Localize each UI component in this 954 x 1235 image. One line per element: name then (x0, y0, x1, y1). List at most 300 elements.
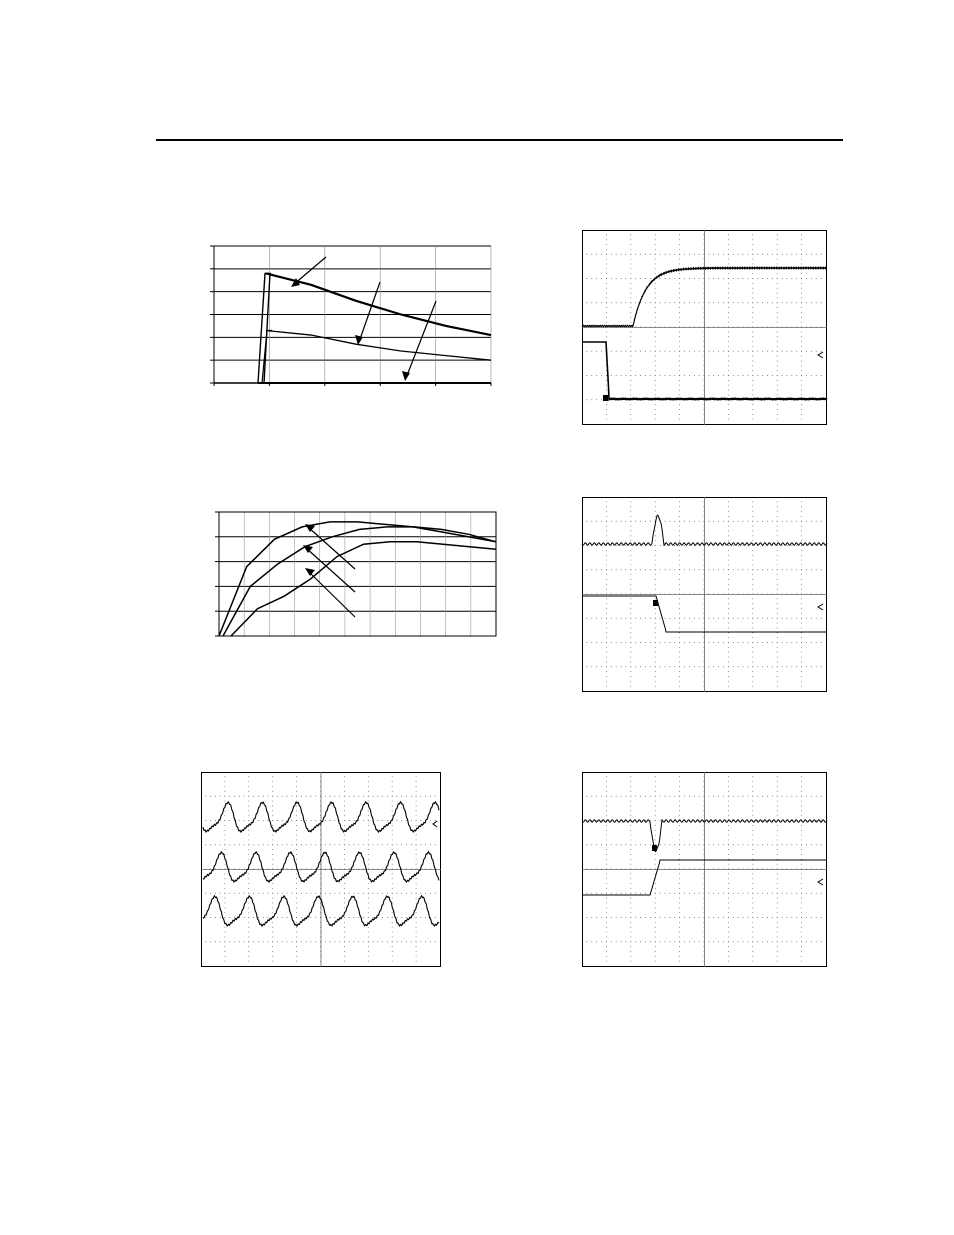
grid-dot (777, 801, 778, 802)
grid-dot (224, 825, 225, 826)
grid-dot (679, 273, 680, 274)
grid-dot (655, 545, 656, 546)
grid-dot (806, 844, 807, 845)
grid-dot (777, 903, 778, 904)
grid-dot (747, 941, 748, 942)
grid-dot (368, 776, 369, 777)
grid-dot (782, 642, 783, 643)
figure-decay-chart (200, 238, 500, 398)
grid-dot (253, 893, 254, 894)
grid-dot (777, 854, 778, 855)
grid-dot (606, 661, 607, 662)
grid-dot (272, 835, 273, 836)
grid-dot (591, 917, 592, 918)
grid-dot (782, 893, 783, 894)
grid-dot (752, 637, 753, 638)
grid-dot (263, 844, 264, 845)
grid-dot (772, 351, 773, 352)
grid-dot (757, 844, 758, 845)
grid-dot (630, 521, 631, 522)
grid-dot (606, 796, 607, 797)
grid-dot (358, 844, 359, 845)
grid-dot (777, 907, 778, 908)
grid-dot (630, 603, 631, 604)
grid-dot (430, 796, 431, 797)
grid-dot (606, 560, 607, 561)
grid-dot (728, 521, 729, 522)
grid-dot (310, 796, 311, 797)
annotation-arrow (359, 282, 380, 342)
grid-dot (728, 603, 729, 604)
grid-dot (382, 917, 383, 918)
grid-dot (344, 936, 345, 937)
grid-dot (679, 297, 680, 298)
grid-dot (392, 951, 393, 952)
grid-dot (777, 888, 778, 889)
grid-dot (777, 234, 778, 235)
grid-dot (801, 569, 802, 570)
grid-dot (728, 835, 729, 836)
grid-dot (752, 830, 753, 831)
grid-dot (801, 786, 802, 787)
grid-dot (291, 796, 292, 797)
annotation-arrows (291, 257, 436, 381)
chart-series (219, 522, 496, 636)
grid-dot (655, 951, 656, 952)
grid-dot (728, 671, 729, 672)
grid-dot (787, 796, 788, 797)
grid-dot (669, 569, 670, 570)
grid-dot (743, 917, 744, 918)
grid-dot (248, 859, 249, 860)
grid-dot (728, 961, 729, 962)
grid-dot (752, 647, 753, 648)
grid-dot (606, 864, 607, 865)
grid-dot (272, 844, 273, 845)
grid-dot (660, 796, 661, 797)
grid-dot (747, 302, 748, 303)
grid-dot (344, 893, 345, 894)
grid-dot (601, 254, 602, 255)
grid-dot (699, 618, 700, 619)
grid-dot (635, 545, 636, 546)
grid-dot (767, 642, 768, 643)
grid-dot (777, 380, 778, 381)
grid-dot (586, 642, 587, 643)
grid-dot (591, 375, 592, 376)
grid-dot (777, 589, 778, 590)
grid-dot (416, 927, 417, 928)
grid-dot (406, 844, 407, 845)
series-line (266, 273, 491, 335)
grid-dot (791, 796, 792, 797)
grid-dot (679, 312, 680, 313)
grid-dot (762, 844, 763, 845)
grid-dot (224, 903, 225, 904)
grid-dot (650, 618, 651, 619)
grid-dot (368, 791, 369, 792)
grid-dot (782, 302, 783, 303)
grid-dot (630, 932, 631, 933)
grid-dot (301, 941, 302, 942)
grid-dot (708, 917, 709, 918)
grid-dot (344, 922, 345, 923)
grid-dot (679, 825, 680, 826)
grid-dot (224, 830, 225, 831)
grid-dot (801, 419, 802, 420)
grid-dot (806, 941, 807, 942)
grid-dot (606, 526, 607, 527)
grid-dot (655, 618, 656, 619)
grid-dot (655, 652, 656, 653)
grid-dot (694, 302, 695, 303)
decay-chart-svg (200, 238, 500, 398)
grid-dot (416, 786, 417, 787)
figure-rise-chart (210, 505, 500, 645)
grid-dot (728, 341, 729, 342)
grid-dot (630, 569, 631, 570)
grid-dot (728, 613, 729, 614)
grid-dot (645, 893, 646, 894)
grid-dot (272, 859, 273, 860)
grid-dot (368, 917, 369, 918)
grid-dot (752, 380, 753, 381)
grid-dot (777, 642, 778, 643)
grid-dot (630, 268, 631, 269)
grid-dot (630, 244, 631, 245)
grid-dot (586, 399, 587, 400)
grid-dot (401, 893, 402, 894)
grid-dot (772, 893, 773, 894)
grid-dot (752, 351, 753, 352)
grid-dot (796, 642, 797, 643)
grid-dot (801, 681, 802, 682)
grid-dot (344, 951, 345, 952)
grid-dot (801, 801, 802, 802)
grid-dot (787, 375, 788, 376)
grid-dot (655, 666, 656, 667)
grid-dot (640, 893, 641, 894)
grid-dot (699, 278, 700, 279)
grid-dot (752, 531, 753, 532)
grid-dot (215, 893, 216, 894)
grid-dot (801, 404, 802, 405)
grid-dot (777, 239, 778, 240)
grid-dot (752, 312, 753, 313)
grid-dot (772, 796, 773, 797)
grid-dot (728, 278, 729, 279)
grid-dot (713, 666, 714, 667)
grid-dot (368, 859, 369, 860)
grid-dot (601, 375, 602, 376)
grid-dot (679, 791, 680, 792)
grid-dot (224, 961, 225, 962)
grid-dot (689, 521, 690, 522)
grid-dot (606, 637, 607, 638)
grid-dot (430, 893, 431, 894)
grid-dot (645, 351, 646, 352)
grid-dot (733, 941, 734, 942)
grid-dot (387, 917, 388, 918)
grid-dot (679, 936, 680, 937)
grid-dot (611, 302, 612, 303)
grid-dot (679, 302, 680, 303)
grid-dot (752, 661, 753, 662)
grid-dot (606, 584, 607, 585)
grid-dot (694, 917, 695, 918)
grid-dot (606, 898, 607, 899)
grid-dot (287, 820, 288, 821)
grid-dot (330, 941, 331, 942)
grid-dot (660, 351, 661, 352)
grid-dot (630, 608, 631, 609)
grid-dot (655, 936, 656, 937)
grid-dot (767, 820, 768, 821)
grid-dot (650, 844, 651, 845)
grid-dot (679, 283, 680, 284)
grid-dot (728, 776, 729, 777)
grid-dot (689, 254, 690, 255)
grid-dot (738, 254, 739, 255)
grid-dot (606, 239, 607, 240)
grid-dot (787, 941, 788, 942)
grid-dot (392, 941, 393, 942)
grid-dot (344, 839, 345, 840)
grid-dot (224, 927, 225, 928)
grid-dot (752, 293, 753, 294)
grid-dot (344, 883, 345, 884)
grid-dot (630, 264, 631, 265)
grid-dot (606, 806, 607, 807)
grid-dot (796, 893, 797, 894)
grid-dot (621, 545, 622, 546)
grid-dot (655, 404, 656, 405)
grid-dot (699, 375, 700, 376)
grid-dot (777, 574, 778, 575)
grid-dot (767, 941, 768, 942)
grid-dot (821, 796, 822, 797)
grid-dot (630, 550, 631, 551)
grid-dot (296, 810, 297, 811)
grid-dot (630, 632, 631, 633)
grid-dot (606, 535, 607, 536)
grid-dot (282, 844, 283, 845)
grid-dot (296, 912, 297, 913)
grid-dot (630, 839, 631, 840)
grid-dot (762, 254, 763, 255)
grid-dot (772, 521, 773, 522)
grid-dot (801, 579, 802, 580)
grid-dot (728, 956, 729, 957)
grid-dot (669, 545, 670, 546)
grid-dot (655, 365, 656, 366)
grid-dot (801, 312, 802, 313)
grid-dot (630, 657, 631, 658)
grid-dot (679, 686, 680, 687)
grid-dot (596, 917, 597, 918)
grid-dot (679, 385, 680, 386)
grid-dot (713, 796, 714, 797)
grid-dot (296, 956, 297, 957)
grid-dot (373, 941, 374, 942)
grid-dot (660, 545, 661, 546)
grid-dot (723, 302, 724, 303)
grid-dot (397, 917, 398, 918)
grid-dot (679, 239, 680, 240)
grid-dot (606, 883, 607, 884)
grid-dot (630, 628, 631, 629)
grid-dot (718, 569, 719, 570)
grid-dot (743, 375, 744, 376)
grid-dot (655, 903, 656, 904)
grid-dot (791, 569, 792, 570)
grid-dot (248, 839, 249, 840)
grid-dot (263, 796, 264, 797)
grid-dot (611, 666, 612, 667)
grid-dot (708, 569, 709, 570)
grid-dot (679, 506, 680, 507)
grid-dot (640, 618, 641, 619)
grid-dot (616, 278, 617, 279)
grid-dot (713, 941, 714, 942)
series-line (231, 542, 496, 636)
grid-dot (669, 521, 670, 522)
grid-dot (640, 642, 641, 643)
grid-dot (344, 946, 345, 947)
grid-dot (791, 666, 792, 667)
grid-dot (392, 786, 393, 787)
grid-dot (416, 801, 417, 802)
grid-dot (665, 941, 666, 942)
grid-dot (363, 796, 364, 797)
grid-dot (606, 370, 607, 371)
grid-dot (801, 531, 802, 532)
grid-dot (616, 941, 617, 942)
grid-dot (777, 936, 778, 937)
grid-dot (630, 239, 631, 240)
grid-dot (296, 922, 297, 923)
grid-dot (801, 835, 802, 836)
grid-dot (728, 264, 729, 265)
grid-dot (796, 545, 797, 546)
grid-dot (248, 820, 249, 821)
grid-dot (747, 642, 748, 643)
grid-dot (752, 409, 753, 410)
grid-dot (679, 365, 680, 366)
grid-dot (777, 893, 778, 894)
grid-dot (224, 951, 225, 952)
grid-dot (401, 941, 402, 942)
grid-dot (368, 941, 369, 942)
grid-dot (248, 932, 249, 933)
grid-dot (777, 419, 778, 420)
grid-dot (224, 912, 225, 913)
grid-dot (416, 883, 417, 884)
grid-dot (777, 844, 778, 845)
grid-dot (591, 893, 592, 894)
grid-dot (718, 351, 719, 352)
grid-dot (630, 385, 631, 386)
grid-dot (630, 671, 631, 672)
grid-dot (368, 951, 369, 952)
grid-dot (655, 579, 656, 580)
grid-dot (728, 589, 729, 590)
grid-dot (224, 883, 225, 884)
grid-dot (315, 941, 316, 942)
grid-dot (650, 941, 651, 942)
grid-dot (821, 278, 822, 279)
grid-dot (368, 936, 369, 937)
grid-dot (621, 941, 622, 942)
grid-dot (801, 849, 802, 850)
grid-dot (660, 666, 661, 667)
grid-dot (777, 946, 778, 947)
grid-dot (679, 375, 680, 376)
grid-dot (630, 903, 631, 904)
grid-dot (625, 545, 626, 546)
grid-dot (224, 898, 225, 899)
grid-dot (777, 564, 778, 565)
grid-dot (272, 941, 273, 942)
grid-dot (606, 312, 607, 313)
grid-dot (665, 666, 666, 667)
grid-dot (757, 666, 758, 667)
grid-dot (679, 550, 680, 551)
grid-dot (425, 893, 426, 894)
grid-dot (752, 657, 753, 658)
grid-dot (679, 555, 680, 556)
grid-dot (635, 796, 636, 797)
grid-dot (777, 912, 778, 913)
grid-dot (752, 946, 753, 947)
grid-dot (339, 844, 340, 845)
grid-dot (806, 375, 807, 376)
grid-dot (684, 375, 685, 376)
grid-dot (272, 883, 273, 884)
grid-dot (728, 526, 729, 527)
grid-dot (738, 375, 739, 376)
grid-dot (752, 873, 753, 874)
grid-dot (728, 932, 729, 933)
grid-dot (738, 917, 739, 918)
grid-dot (728, 676, 729, 677)
grid-dot (728, 854, 729, 855)
grid-dot (606, 623, 607, 624)
grid-dot (660, 941, 661, 942)
grid-dot (635, 941, 636, 942)
grid-dot (777, 385, 778, 386)
grid-dot (791, 254, 792, 255)
grid-dot (723, 618, 724, 619)
grid-dot (655, 608, 656, 609)
grid-dot (272, 781, 273, 782)
grid-dot (635, 666, 636, 667)
arrow-head (305, 568, 315, 576)
grid-dot (306, 844, 307, 845)
grid-dot (368, 927, 369, 928)
grid-dot (747, 893, 748, 894)
grid-dot (752, 961, 753, 962)
grid-dot (416, 810, 417, 811)
scope-step-response (582, 230, 827, 425)
grid-dot (669, 893, 670, 894)
grid-dot (801, 603, 802, 604)
grid-dot (296, 878, 297, 879)
grid-dot (625, 666, 626, 667)
grid-dot (752, 951, 753, 952)
grid-dot (655, 830, 656, 831)
grid-dot (630, 336, 631, 337)
